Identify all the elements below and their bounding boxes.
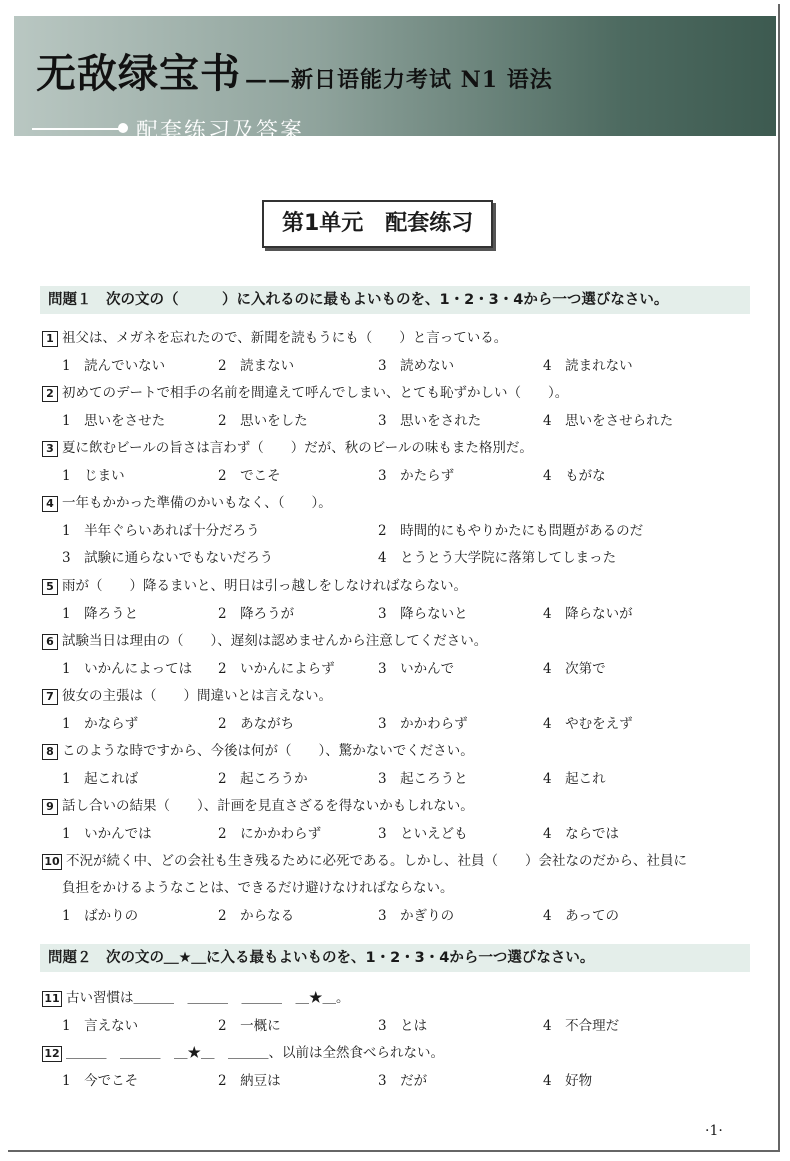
question-number: 6 bbox=[42, 634, 58, 650]
question-12 bbox=[42, 1041, 444, 1062]
question-text: 試験当日は理由の（ ）、遅刻は認めませんから注意してください。 bbox=[62, 633, 488, 649]
option: 2 起ころうか bbox=[218, 771, 308, 787]
option: 3 だが bbox=[378, 1073, 428, 1089]
option: 1 かならず bbox=[62, 716, 139, 732]
question-number: 2 bbox=[42, 386, 58, 402]
option: 2 読まない bbox=[218, 358, 295, 374]
option: 3 降らないと bbox=[378, 606, 468, 622]
option: 1 言えない bbox=[62, 1018, 139, 1034]
question-10 bbox=[42, 849, 687, 870]
option: 1 いかんでは bbox=[62, 826, 152, 842]
question-number: 3 bbox=[42, 441, 58, 457]
question-text: 雨が（ ）降るまいと、明日は引っ越しをしなければならない。 bbox=[62, 578, 467, 594]
option: 1 起これば bbox=[62, 771, 139, 787]
option: 2 にかかわらず bbox=[218, 826, 322, 842]
option: 2 あながち bbox=[218, 716, 295, 732]
question-number: 12 bbox=[42, 1046, 62, 1062]
page-number: ·1· bbox=[705, 1123, 723, 1139]
book-title-main: 无敌绿宝书 bbox=[36, 50, 241, 97]
option: 4 不合理だ bbox=[543, 1018, 620, 1034]
section2-instruction: 問題２ 次の文の＿★＿に入る最もよいものを、1・2・3・4から一つ選びなさい。 bbox=[40, 944, 750, 972]
header-banner bbox=[14, 16, 776, 144]
question-number: 8 bbox=[42, 744, 58, 760]
option: 1 降ろうと bbox=[62, 606, 139, 622]
option: 3 読めない bbox=[378, 358, 455, 374]
option: 2 一概に bbox=[218, 1018, 281, 1034]
question-7 bbox=[42, 684, 332, 705]
option: 3 とは bbox=[378, 1018, 428, 1034]
option: 2 思いをした bbox=[218, 413, 308, 429]
question-3 bbox=[42, 436, 533, 457]
option: 1 半年ぐらいあれば十分だろう bbox=[62, 523, 260, 539]
option: 2 降ろうが bbox=[218, 606, 295, 622]
option: 3 いかんで bbox=[378, 661, 455, 677]
unit-title: 第1单元 配套练习 bbox=[262, 200, 493, 248]
question-1 bbox=[42, 326, 507, 347]
question-text: 彼女の主張は（ ）間違いとは言えない。 bbox=[62, 688, 332, 704]
option: 4 あっての bbox=[543, 908, 619, 924]
option: 1 読んでいない bbox=[62, 358, 166, 374]
question-text: 夏に飲むビールの旨さは言わず（ ）だが、秋のビールの味もまた格別だ。 bbox=[62, 440, 533, 456]
question-2 bbox=[42, 381, 568, 402]
question-9 bbox=[42, 794, 474, 815]
option: 2 いかんによらず bbox=[218, 661, 335, 677]
option: 4 もがな bbox=[543, 468, 606, 484]
option: 4 やむをえず bbox=[543, 716, 633, 732]
option: 4 降らないが bbox=[543, 606, 633, 622]
question-text: 古い習慣は＿＿＿ ＿＿＿ ＿＿＿ ＿★＿。 bbox=[66, 990, 350, 1006]
section1-instruction: 問題１ 次の文の（ ）に入れるのに最もよいものを、1・2・3・4から一つ選びなさい。 bbox=[40, 286, 750, 314]
option: 2 でこそ bbox=[218, 468, 281, 484]
question-text: このような時ですから、今後は何が（ ）、驚かないでください。 bbox=[62, 743, 474, 759]
book-title-rest: ——新日语能力考试 N1 语法 bbox=[245, 67, 553, 93]
question-text: 一年もかかった準備のかいもなく、（ ）。 bbox=[62, 495, 332, 511]
question-text: ＿＿＿ ＿＿＿ ＿★＿ ＿＿＿、以前は全然食べられない。 bbox=[66, 1045, 444, 1061]
option: 4 思いをさせられた bbox=[543, 413, 674, 429]
banner-rule bbox=[32, 128, 122, 130]
question-5 bbox=[42, 574, 467, 595]
option: 2 納豆は bbox=[218, 1073, 281, 1089]
question-text: 話し合いの結果（ ）、計画を見直さざるを得ないかもしれない。 bbox=[62, 798, 474, 814]
option: 2 からなる bbox=[218, 908, 295, 924]
question-number: 4 bbox=[42, 496, 58, 512]
option: 1 思いをさせた bbox=[62, 413, 166, 429]
question-4 bbox=[42, 491, 332, 512]
option: 4 読まれない bbox=[543, 358, 633, 374]
option: 4 とうとう大学院に落第してしまった bbox=[378, 550, 617, 566]
option: 1 今でこそ bbox=[62, 1073, 139, 1089]
option: 3 かかわらず bbox=[378, 716, 468, 732]
question-11 bbox=[42, 986, 350, 1007]
question-text: 不況が続く中、どの会社も生き残るために必死である。しかし、社員（ ）会社なのだから、社員に bbox=[66, 853, 687, 869]
option: 3 思いをされた bbox=[378, 413, 482, 429]
option: 4 起これ bbox=[543, 771, 606, 787]
option: 1 いかんによっては bbox=[62, 661, 193, 677]
option: 4 次第で bbox=[543, 661, 606, 677]
option: 3 といえども bbox=[378, 826, 468, 842]
question-text-continued: 負担をかけるようなことは、できるだけ避けなければならない。 bbox=[62, 880, 454, 896]
question-6 bbox=[42, 629, 487, 650]
question-number: 9 bbox=[42, 799, 58, 815]
banner-bullet bbox=[118, 123, 128, 133]
book-title bbox=[36, 42, 553, 99]
option: 2 時間的にもやりかたにも問題があるのだ bbox=[378, 523, 644, 539]
question-number: 5 bbox=[42, 579, 58, 595]
option: 1 ばかりの bbox=[62, 908, 139, 924]
option: 4 ならでは bbox=[543, 826, 619, 842]
question-number: 11 bbox=[42, 991, 62, 1007]
question-number: 7 bbox=[42, 689, 58, 705]
question-text: 祖父は、メガネを忘れたので、新聞を読もうにも（ ）と言っている。 bbox=[62, 330, 508, 346]
question-number: 10 bbox=[42, 854, 62, 870]
option: 4 好物 bbox=[543, 1073, 593, 1089]
option: 3 かぎりの bbox=[378, 908, 455, 924]
question-text: 初めてのデートで相手の名前を間違えて呼んでしまい、とても恥ずかしい（ ）。 bbox=[62, 385, 569, 401]
book-subtitle: 配套练习及答案 bbox=[136, 119, 305, 144]
question-8 bbox=[42, 739, 474, 760]
option: 3 試験に通らないでもないだろう bbox=[62, 550, 274, 566]
option: 1 じまい bbox=[62, 468, 125, 484]
question-number: 1 bbox=[42, 331, 58, 347]
option: 3 かたらず bbox=[378, 468, 455, 484]
option: 3 起ころうと bbox=[378, 771, 468, 787]
